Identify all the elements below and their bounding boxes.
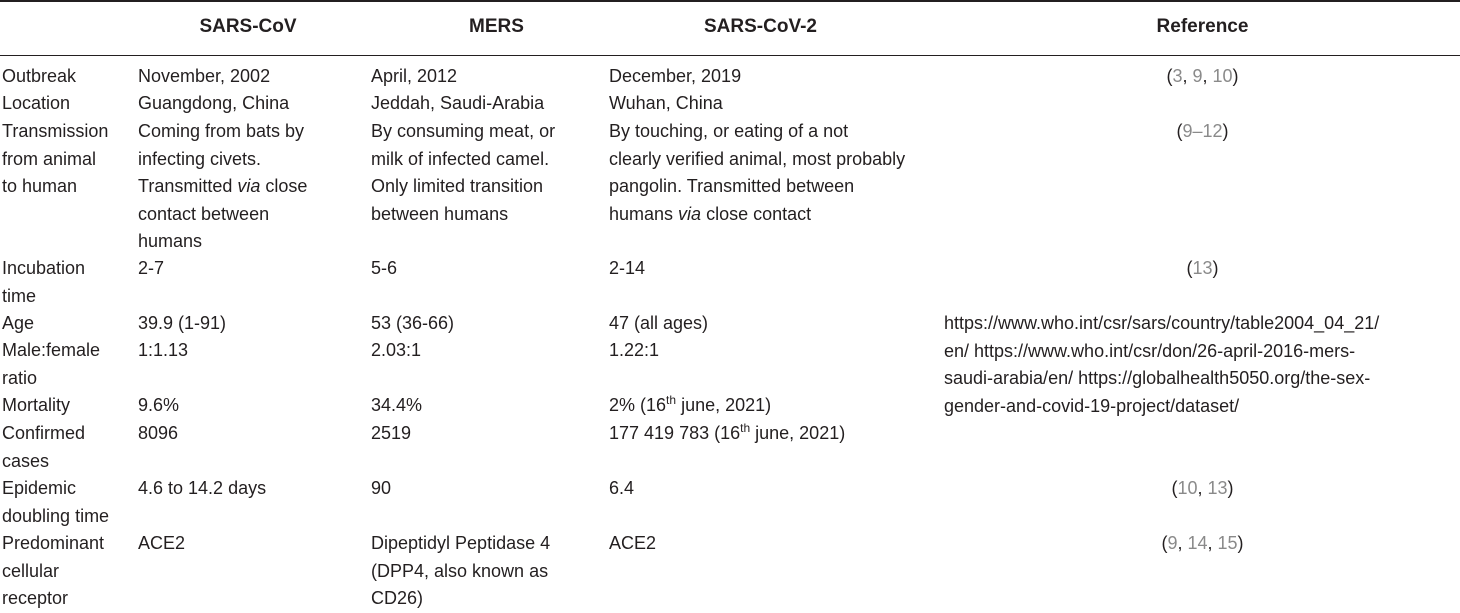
cell-incubation-sars: 2-7 [138,258,165,278]
ref-transmission: (9–12) [1176,121,1229,141]
ref-urls[interactable]: https://www.who.int/csr/sars/country/table2004_04_21/ en/ https://www.who.int/csr/don/26-april-2016-mers- saudi-arabia/en/ https://globalhealth5050.org/the-sex- gender-and-covid-19-project/dataset/ [944,313,1380,416]
cell-receptor-sars: ACE2 [138,533,186,553]
row-label-transmission: Transmission from animal to human [2,121,109,196]
row-label-mortality: Mortality [2,395,71,415]
cell-receptor-mers: Dipeptidyl Peptidase 4 (DPP4, also known as CD26) [371,533,551,608]
cell-incubation-cov2: 2-14 [609,258,646,278]
cell-confirmed-cov2: 177 419 783 (16th june, 2021) [609,421,846,443]
header-reference: Reference [1156,16,1249,37]
cell-age-sars: 39.9 (1-91) [138,313,227,333]
cell-mortality-mers: 34.4% [371,395,423,415]
ref-link[interactable]: 10 [1212,66,1233,86]
cell-incubation-mers: 5-6 [371,258,398,278]
ref-link[interactable]: 9 [1192,66,1203,86]
header-sars-cov: SARS-CoV [199,16,297,37]
row-label-confirmed: Confirmed cases [2,423,86,471]
cell-age-mers: 53 (36-66) [371,313,455,333]
ref-link[interactable]: 13 [1207,478,1228,498]
cell-transmission-mers: By consuming meat, or milk of infected camel. Only limited transition between humans [371,121,556,224]
cell-location-mers: Jeddah, Saudi-Arabia [371,93,545,113]
row-label-ratio: Male:female ratio [2,340,101,388]
cell-mortality-sars: 9.6% [138,395,180,415]
ref-link[interactable]: 9 [1167,533,1178,553]
ref-link[interactable]: 9–12 [1182,121,1223,141]
cell-age-cov2: 47 (all ages) [609,313,709,333]
cell-doubling-mers: 90 [371,478,392,498]
table-top-rule [0,0,1460,2]
cell-outbreak-cov2: December, 2019 [609,66,742,86]
cell-confirmed-sars: 8096 [138,423,179,443]
ref-receptor: (9, 14, 15) [1161,533,1244,553]
cell-doubling-cov2: 6.4 [609,478,635,498]
ref-link[interactable]: 13 [1192,258,1213,278]
ref-link[interactable]: 10 [1177,478,1198,498]
cell-doubling-sars: 4.6 to 14.2 days [138,478,267,498]
header-sars-cov-2: SARS-CoV-2 [704,16,817,37]
row-label-incubation: Incubation time [2,258,86,306]
row-label-age: Age [2,313,35,333]
cell-ratio-sars: 1:1.13 [138,340,189,360]
cell-transmission-cov2: By touching, or eating of a not clearly verified animal, most probably pangolin. Transmitted between humans via close contact [609,121,906,224]
cell-transmission-sars: Coming from bats by infecting civets. Transmitted via close contact between humans [138,121,308,251]
ref-link[interactable]: 14 [1187,533,1208,553]
cell-location-sars: Guangdong, China [138,93,290,113]
row-label-doubling: Epidemic doubling time [2,478,110,526]
cell-ratio-cov2: 1.22:1 [609,340,660,360]
cell-ratio-mers: 2.03:1 [371,340,422,360]
cell-receptor-cov2: ACE2 [609,533,657,553]
header-mers: MERS [469,16,524,37]
ref-doubling: (10, 13) [1171,478,1234,498]
cell-outbreak-sars: November, 2002 [138,66,271,86]
cell-confirmed-mers: 2519 [371,423,412,443]
ref-outbreak: (3, 9, 10) [1166,66,1239,86]
cell-mortality-cov2: 2% (16th june, 2021) [609,393,772,415]
row-label-outbreak: Outbreak [2,66,77,86]
row-label-location: Location [2,93,71,113]
ref-incubation: (13) [1186,258,1219,278]
cell-location-cov2: Wuhan, China [609,93,723,113]
ref-link[interactable]: 15 [1217,533,1238,553]
cell-outbreak-mers: April, 2012 [371,66,458,86]
ref-link[interactable]: 3 [1172,66,1183,86]
row-label-receptor: Predominant cellular receptor [2,533,105,608]
header-rule [0,55,1460,56]
